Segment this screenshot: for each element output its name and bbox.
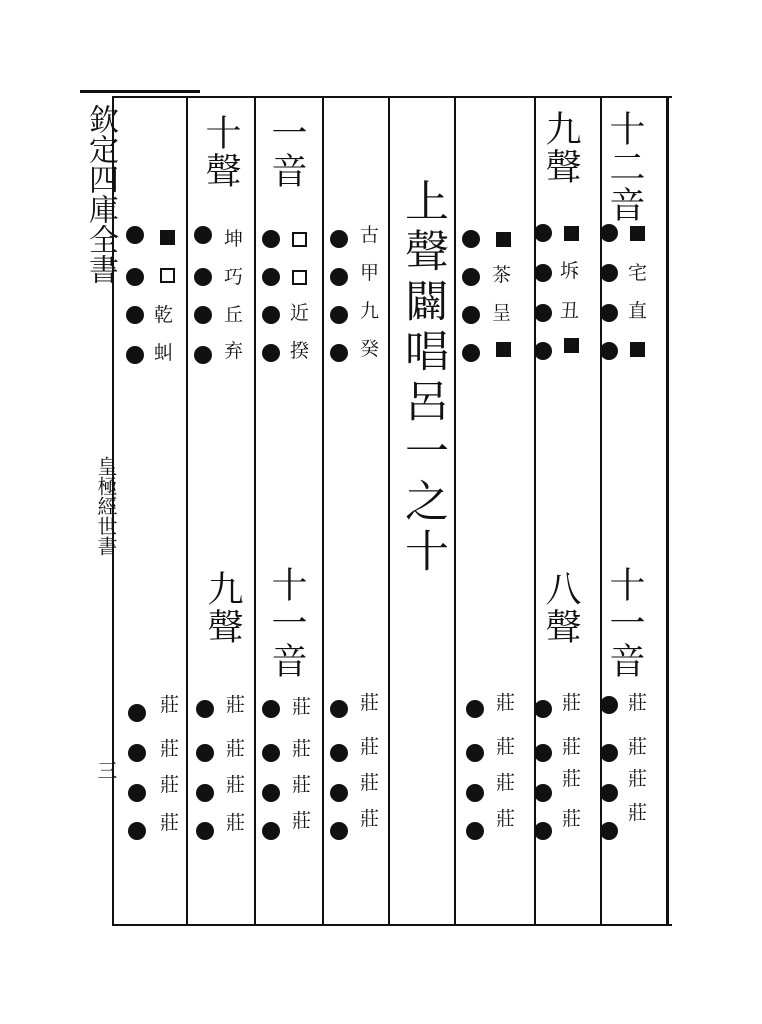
column-rule: [186, 96, 188, 926]
column-heading: 十聲: [200, 114, 241, 190]
empty-square-mark: [292, 270, 307, 285]
rhyme-character: 甲: [360, 262, 380, 284]
circle-mark: [466, 784, 484, 802]
circle-mark: [126, 346, 144, 364]
rhyme-character: 弃: [224, 340, 244, 362]
column-heading: 十二音: [604, 110, 645, 224]
rhyme-character: 直: [628, 300, 648, 322]
rhyme-character: 莊: [292, 696, 312, 718]
circle-mark: [126, 226, 144, 244]
rhyme-character: 莊: [628, 768, 648, 790]
circle-mark: [194, 306, 212, 324]
rhyme-character: 莊: [628, 692, 648, 714]
frame-bottom-rule: [112, 924, 672, 926]
circle-mark: [466, 822, 484, 840]
circle-mark: [128, 744, 146, 762]
circle-mark: [262, 344, 280, 362]
rhyme-character: 九: [360, 300, 380, 322]
circle-mark: [126, 268, 144, 286]
rhyme-character: 坤: [224, 228, 244, 250]
circle-mark: [330, 822, 348, 840]
rhyme-character: 虯: [154, 342, 174, 364]
circle-mark: [194, 346, 212, 364]
circle-mark: [128, 822, 146, 840]
book-title: 欽定四庫全書: [83, 104, 118, 284]
column-rule: [322, 96, 324, 926]
rhyme-character: 莊: [292, 810, 312, 832]
rhyme-character: 莊: [496, 772, 516, 794]
column-rule: [254, 96, 256, 926]
circle-mark: [534, 304, 552, 322]
rhyme-character: 莊: [160, 812, 180, 834]
rhyme-character: 莊: [226, 694, 246, 716]
circle-mark: [600, 822, 618, 840]
rhyme-character: 癸: [360, 338, 380, 360]
filled-square-mark: [630, 342, 645, 357]
rhyme-character: 莊: [360, 772, 380, 794]
circle-mark: [330, 744, 348, 762]
rhyme-character: 乾: [154, 304, 174, 326]
filled-square-mark: [160, 230, 175, 245]
rhyme-character: 莊: [160, 774, 180, 796]
rhyme-character: 莊: [562, 692, 582, 714]
margin-top-rule: [80, 90, 200, 93]
circle-mark: [534, 342, 552, 360]
circle-mark: [534, 700, 552, 718]
circle-mark: [196, 744, 214, 762]
circle-mark: [262, 230, 280, 248]
circle-mark: [262, 784, 280, 802]
rhyme-character: 莊: [562, 768, 582, 790]
rhyme-character: 莊: [360, 808, 380, 830]
circle-mark: [534, 822, 552, 840]
circle-mark: [262, 306, 280, 324]
rhyme-character: 莊: [496, 808, 516, 830]
column-heading: 八聲: [540, 570, 581, 646]
rhyme-character: 揆: [290, 340, 310, 362]
circle-mark: [466, 744, 484, 762]
filled-square-mark: [564, 338, 579, 353]
rhyme-character: 莊: [226, 738, 246, 760]
empty-square-mark: [160, 268, 175, 283]
rhyme-character: 莊: [226, 812, 246, 834]
circle-mark: [600, 224, 618, 242]
page-frame: [80, 96, 670, 926]
circle-mark: [196, 700, 214, 718]
circle-mark: [330, 268, 348, 286]
rhyme-character: 莊: [160, 738, 180, 760]
circle-mark: [462, 230, 480, 248]
rhyme-character: 呈: [492, 302, 512, 324]
rhyme-character: 莊: [628, 802, 648, 824]
circle-mark: [330, 784, 348, 802]
circle-mark: [462, 268, 480, 286]
circle-mark: [330, 700, 348, 718]
circle-mark: [128, 784, 146, 802]
circle-mark: [466, 700, 484, 718]
circle-mark: [262, 822, 280, 840]
rhyme-character: 莊: [496, 736, 516, 758]
column-heading: 十一音: [604, 566, 645, 680]
column-heading: 十一音: [266, 566, 307, 680]
rhyme-character: 莊: [562, 736, 582, 758]
frame-right-rule: [666, 96, 669, 926]
rhyme-character: 莊: [360, 692, 380, 714]
rhyme-character: 丑: [560, 300, 580, 322]
circle-mark: [600, 696, 618, 714]
rhyme-character: 古: [360, 224, 380, 246]
filled-square-mark: [564, 226, 579, 241]
circle-mark: [330, 344, 348, 362]
frame-top-rule: [112, 96, 672, 98]
rhyme-character: 莊: [360, 736, 380, 758]
circle-mark: [196, 822, 214, 840]
circle-mark: [534, 264, 552, 282]
rhyme-character: 莊: [292, 738, 312, 760]
rhyme-character: 莊: [562, 808, 582, 830]
column-rule: [388, 96, 390, 926]
circle-mark: [534, 784, 552, 802]
filled-square-mark: [496, 232, 511, 247]
rhyme-character: 莊: [160, 694, 180, 716]
rhyme-character: 莊: [292, 774, 312, 796]
rhyme-character: 巧: [224, 266, 244, 288]
book-name: 皇極經世書: [94, 456, 118, 556]
column-heading: 九聲: [202, 570, 243, 646]
circle-mark: [126, 306, 144, 324]
main-title: 上聲闢唱呂一之十: [397, 178, 448, 578]
filled-square-mark: [496, 342, 511, 357]
circle-mark: [600, 342, 618, 360]
circle-mark: [600, 744, 618, 762]
circle-mark: [262, 268, 280, 286]
circle-mark: [330, 230, 348, 248]
column-heading: 九聲: [540, 110, 581, 186]
circle-mark: [534, 224, 552, 242]
circle-mark: [600, 304, 618, 322]
circle-mark: [262, 744, 280, 762]
circle-mark: [196, 784, 214, 802]
column-rule: [600, 96, 602, 926]
circle-mark: [330, 306, 348, 324]
circle-mark: [194, 226, 212, 244]
column-rule: [454, 96, 456, 926]
circle-mark: [534, 744, 552, 762]
rhyme-character: 坼: [560, 260, 580, 282]
rhyme-character: 莊: [496, 692, 516, 714]
circle-mark: [600, 784, 618, 802]
circle-mark: [600, 264, 618, 282]
circle-mark: [128, 704, 146, 722]
rhyme-character: 近: [290, 302, 310, 324]
circle-mark: [262, 700, 280, 718]
rhyme-character: 莊: [226, 774, 246, 796]
circle-mark: [462, 344, 480, 362]
circle-mark: [462, 306, 480, 324]
empty-square-mark: [292, 232, 307, 247]
filled-square-mark: [630, 226, 645, 241]
rhyme-character: 莊: [628, 736, 648, 758]
circle-mark: [194, 268, 212, 286]
page-number: 三: [94, 760, 118, 780]
rhyme-character: 宅: [628, 262, 648, 284]
column-heading: 一音: [266, 114, 307, 190]
column-rule: [534, 96, 536, 926]
rhyme-character: 丘: [224, 304, 244, 326]
rhyme-character: 茶: [492, 264, 512, 286]
